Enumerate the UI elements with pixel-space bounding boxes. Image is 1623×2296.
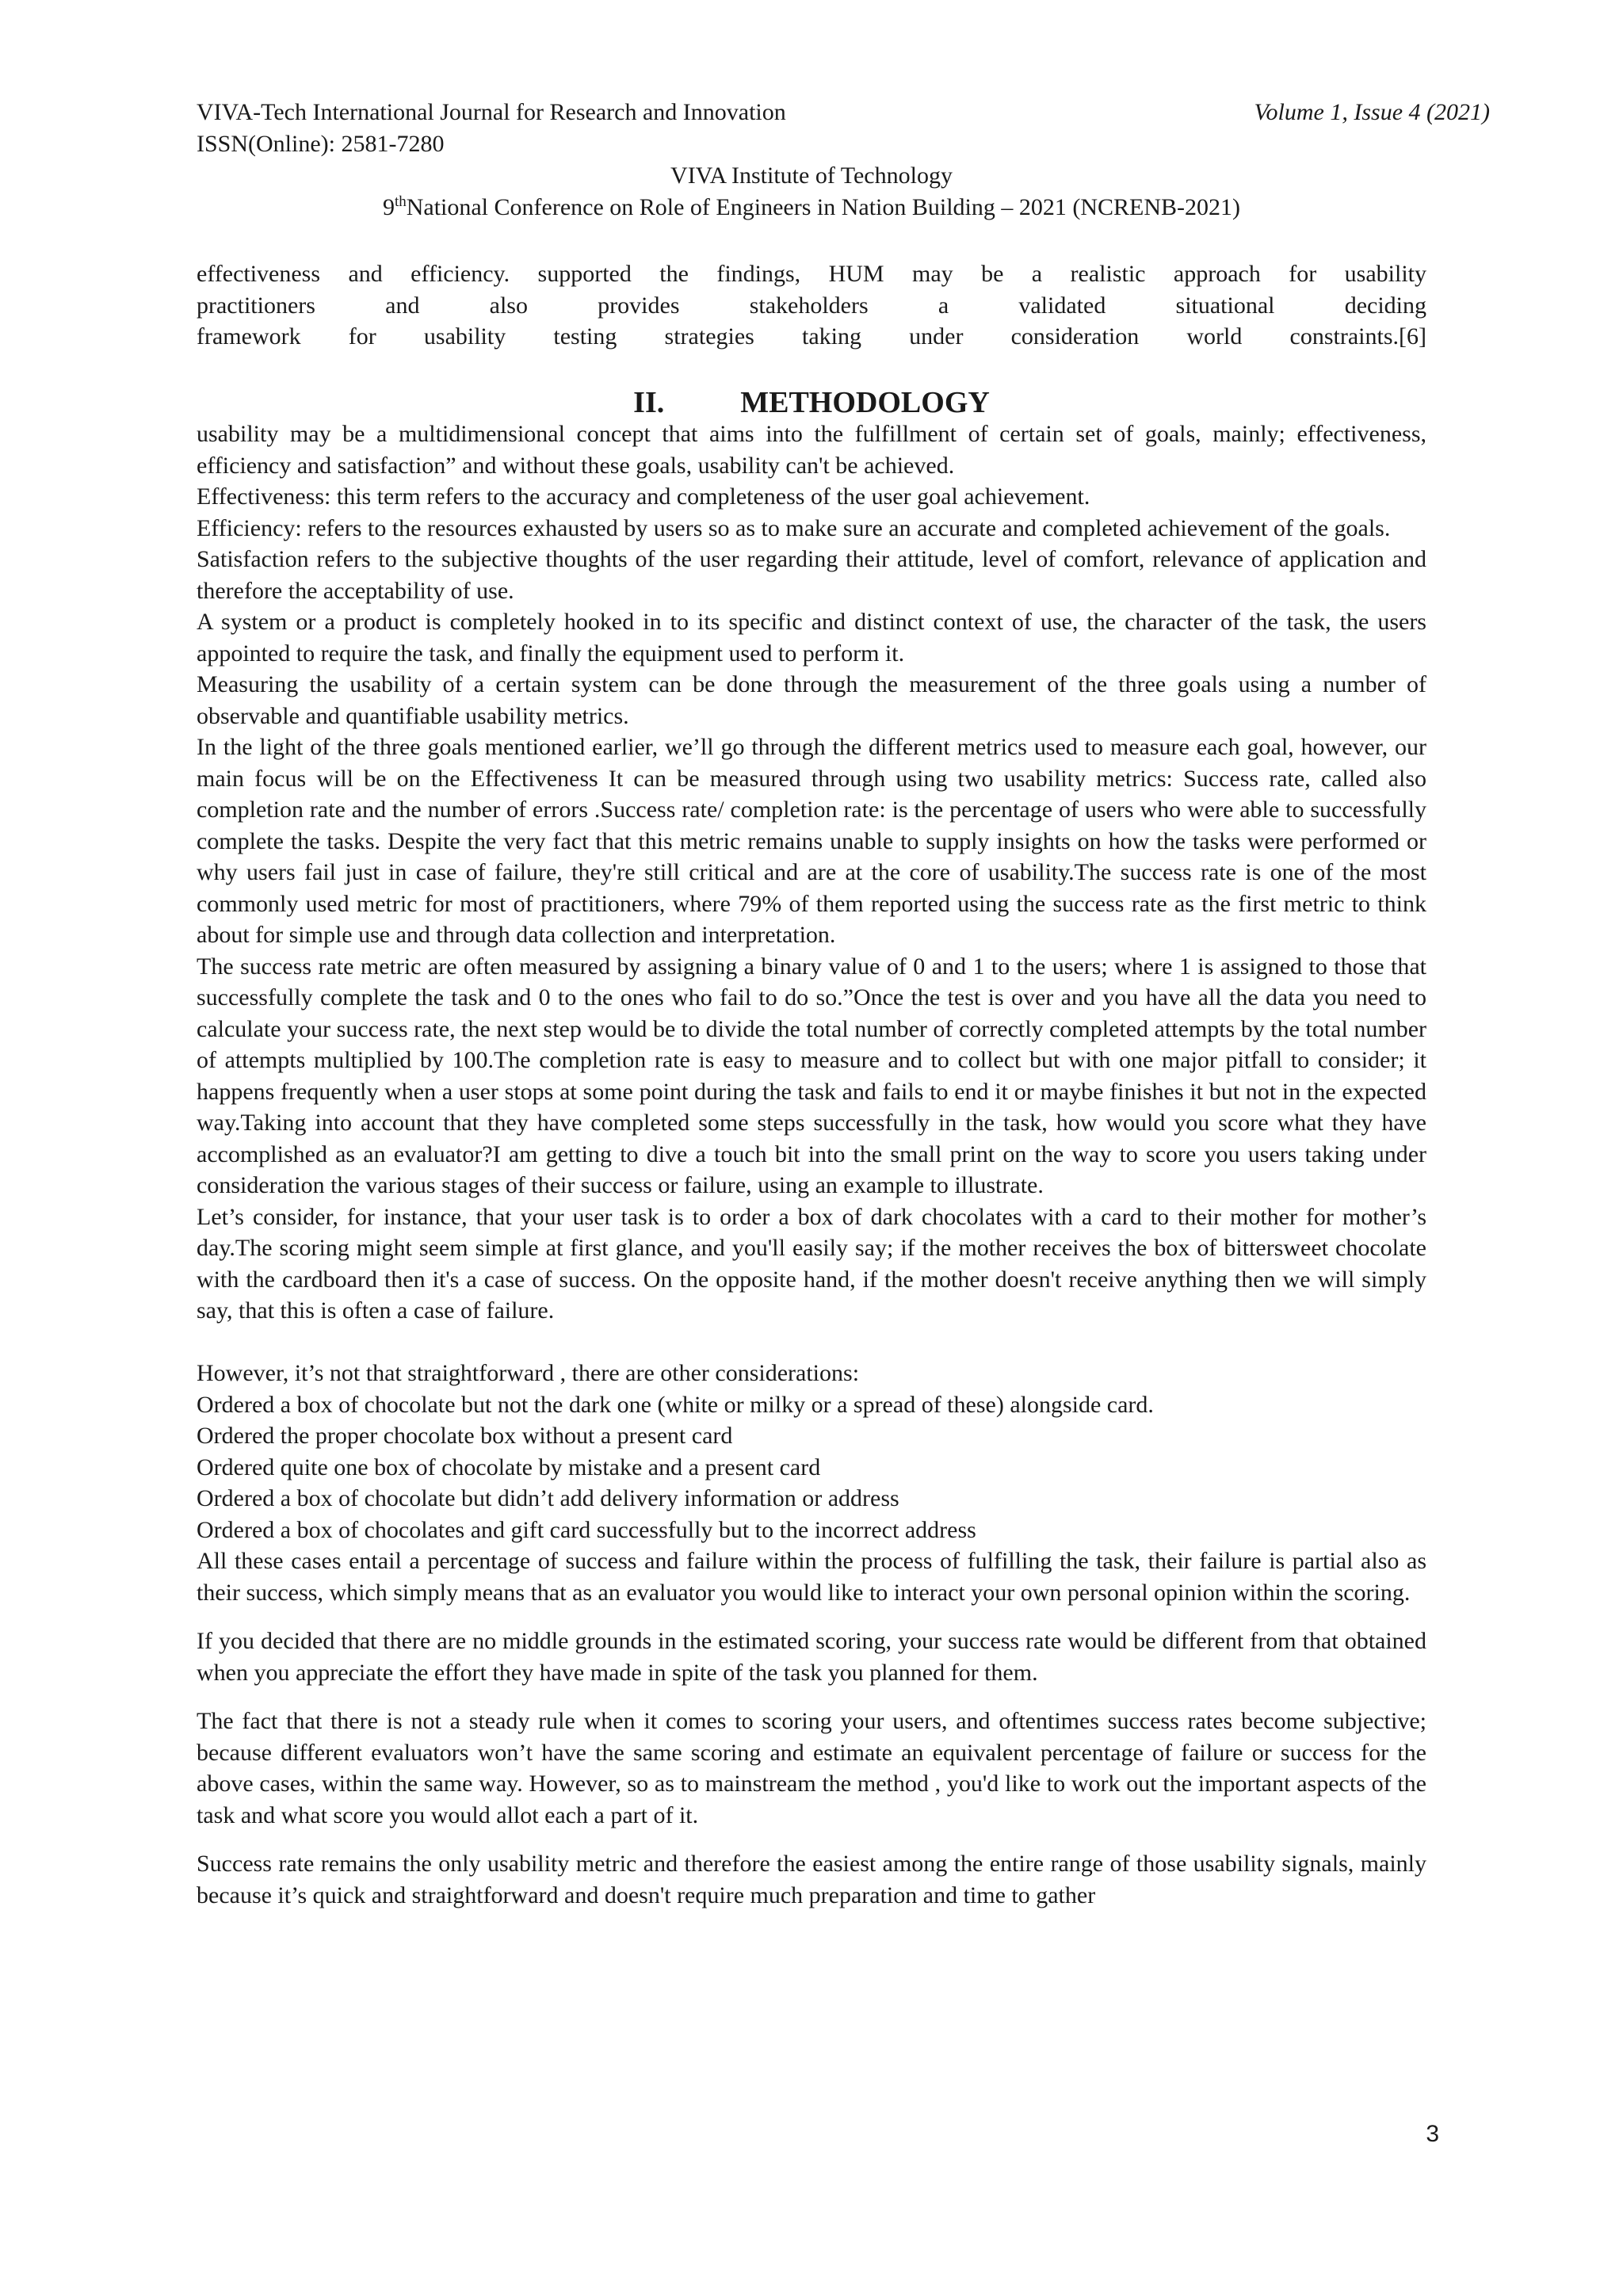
paragraph: If you decided that there are no middle grounds in the estimated scoring, your success rate would be different from that obtained when you appreciate the effort they have made in spite of the task you planned for them.	[197, 1628, 1426, 1686]
paragraph: All these cases entail a percentage of success and failure within the process of fulfilling the task, their failure is partial also as their success, which simply means that as an evaluator you would like to interact your own personal opinion within the scoring.	[197, 1548, 1426, 1606]
paragraph: Satisfaction refers to the subjective thoughts of the user regarding their attitude, level of comfort, relevance of application and therefore the acceptability of use.	[197, 546, 1426, 604]
conference-title	[0, 192, 1623, 223]
consideration-item: Ordered the proper chocolate box without a present card	[197, 1423, 733, 1449]
paragraph: The success rate metric are often measured by assigning a binary value of 0 and 1 to the users; where 1 is assigned to those that successfully complete the task and 0 to the ones who fail to do so.”Once the test is over and you have all the data you need to calculate your success rate, the next step would be to divide the total number of correctly completed attempts by the total number of attempts multiplied by 100.The completion rate is easy to measure and to collect but with one major pitfall to consider; it happens frequently when a user stops at some point during the task and fails to end it or maybe finishes it but not in the expected way.Taking into account that they have completed some steps successfully in the task, how would you score what they have accomplished as an evaluator?I am getting to dive a touch bit into the small print on the way to score you users taking under consideration the various stages of their success or failure, using an example to illustrate.	[197, 953, 1426, 1198]
paragraph: The fact that there is not a steady rule when it comes to scoring your users, and oftentimes success rates become subjective; because different evaluators won’t have the same scoring and estimate an equivalent percentage of failure or success for the above cases, within the same way. However, so as to mainstream the method , you'd like to work out the important aspects of the task and what score you would allot each a part of it.	[197, 1708, 1426, 1828]
section-title: METHODOLOGY	[740, 386, 990, 419]
paragraph: Effectiveness: this term refers to the accuracy and completeness of the user goal achievement.	[197, 483, 1090, 510]
intro-line: effectiveness and efficiency. supported the findings, HUM may be a realistic approach for usability	[197, 261, 1426, 287]
conference-ordinal-suffix: th	[394, 193, 407, 210]
intro-line: framework for usability testing strategies taking under consideration world constraints.[6]	[197, 323, 1426, 350]
intro-line: practitioners and also provides stakeholders a validated situational deciding	[197, 292, 1426, 319]
paragraph: However, it’s not that straightforward , there are other considerations:	[197, 1360, 860, 1386]
intro-paragraph	[197, 258, 1426, 353]
paragraph: Success rate remains the only usability metric and therefore the easiest among the entire range of those usability signals, mainly because it’s quick and straightforward and doesn't require much preparation and time to gather	[197, 1851, 1426, 1908]
consideration-item: Ordered a box of chocolate but didn’t add delivery information or address	[197, 1485, 899, 1511]
methodology-body	[197, 418, 1426, 1911]
volume-issue: Volume 1, Issue 4 (2021)	[1254, 99, 1490, 125]
consideration-item: Ordered a box of chocolates and gift card successfully but to the incorrect address	[197, 1516, 976, 1543]
institute-name: VIVA Institute of Technology	[670, 162, 953, 189]
issn: ISSN(Online): 2581-7280	[197, 131, 445, 157]
conference-ordinal: 9	[382, 194, 395, 220]
section-heading	[0, 384, 1623, 422]
consideration-item: Ordered quite one box of chocolate by mistake and a present card	[197, 1454, 821, 1480]
paragraph: Measuring the usability of a certain system can be done through the measurement of the three goals using a number of observable and quantifiable usability metrics.	[197, 671, 1426, 729]
paragraph: A system or a product is completely hooked in to its specific and distinct context of use, the character of the task, the users appointed to require the task, and finally the equipment used to perform it.	[197, 609, 1426, 667]
paragraph: Efficiency: refers to the resources exhausted by users so as to make sure an accurate and completed achievement of the goals.	[197, 514, 1391, 541]
journal-title: VIVA-Tech International Journal for Research and Innovation	[197, 99, 786, 125]
paragraph: Let’s consider, for instance, that your user task is to order a box of dark chocolates with a card to their mother for mother’s day.The scoring might seem simple at first glance, and you'll easily say; if the mother receives the box of bittersweet chocolate with the cardboard then it's a case of success. On the opposite hand, if the mother doesn't receive anything then we will simply say, that this is often a case of failure.	[197, 1203, 1426, 1324]
page-number: 3	[1426, 2121, 1439, 2147]
section-number: II.	[633, 386, 665, 419]
conference-name: National Conference on Role of Engineers in Nation Building – 2021 (NCRENB-2021)	[406, 194, 1241, 220]
paragraph: usability may be a multidimensional concept that aims into the fulfillment of certain set of goals, mainly; effectiveness, efficiency and satisfaction” and without these goals, usability can't be achieved.	[197, 421, 1426, 479]
paragraph: In the light of the three goals mentioned earlier, we’ll go through the different metrics used to measure each goal, however, our main focus will be on the Effectiveness It can be measured through using two usability metrics: Success rate, called also completion rate and the number of errors .Success rate/ completion rate: is the percentage of users who were able to successfully complete the tasks. Despite the very fact that this metric remains unable to supply insights on how the tasks were performed or why users fail just in case of failure, they're still critical and are at the core of usability.The success rate is one of the most commonly used metric for most of practitioners, where 79% of them reported using the success rate as the first metric to think about for simple use and through data collection and interpretation.	[197, 734, 1426, 948]
consideration-item: Ordered a box of chocolate but not the dark one (white or milky or a spread of these) alongside card.	[197, 1391, 1154, 1418]
